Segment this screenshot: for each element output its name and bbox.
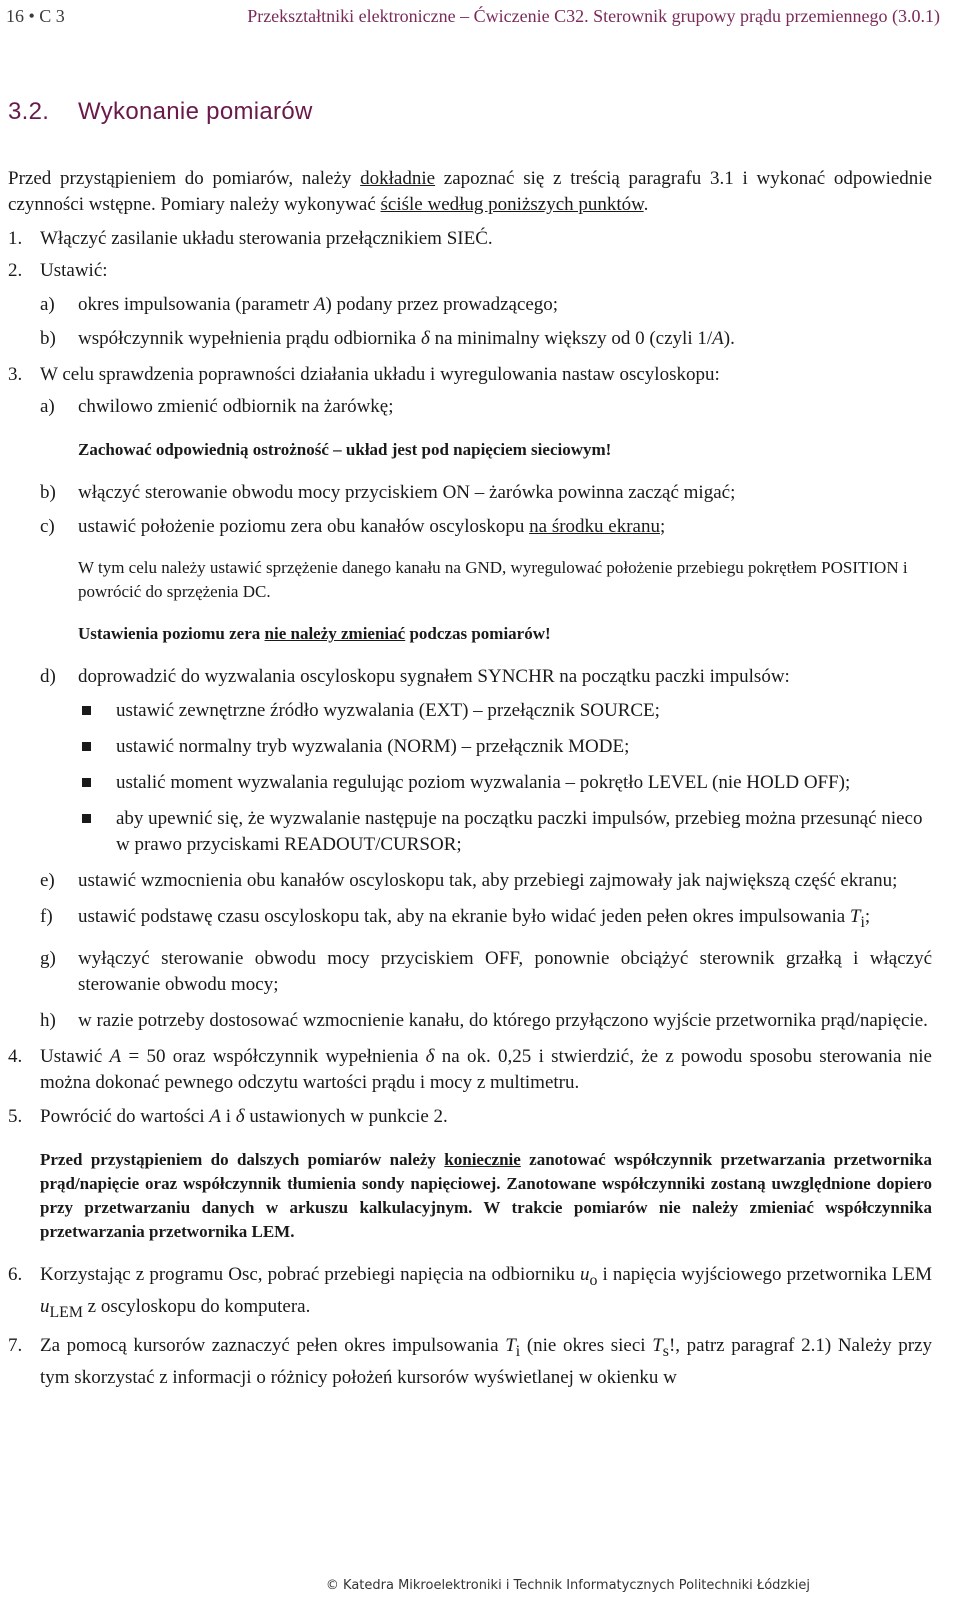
subscript: LEM — [49, 1303, 83, 1321]
step-text: Powrócić do wartości — [40, 1105, 210, 1127]
intro-text: . — [643, 194, 649, 215]
sub-emphasis: na środku ekranu — [529, 516, 660, 537]
variable: T — [505, 1335, 516, 1357]
zero-level-note: W tym celu należy ustawić sprzężenie danego kanału na GND, wyregulować położenie przebiegu pokrętłem POSITION i powrócić do sprzężenia DC. — [78, 558, 908, 601]
step-text: Włączyć zasilanie układu sterowania przełącznikiem SIEĆ. — [40, 228, 493, 249]
zero-level-warning — [8, 622, 932, 646]
bullet-text: ustawić normalny tryb wyzwalania (NORM) – przełącznik MODE; — [116, 736, 630, 757]
intro-emphasis: dokładnie — [360, 168, 436, 189]
variable: δ — [420, 328, 430, 349]
sub-text: w razie potrzeby dostosować wzmocnienie kanału, do którego przyłączono wyjście przetwornika prąd/napięcie. — [78, 1009, 928, 1031]
sub-letter: f) — [40, 906, 53, 927]
step-7 — [8, 1333, 932, 1391]
page-footer: © Katedra Mikroelektroniki i Technik Informatycznych Politechniki Łódzkiej — [325, 1578, 810, 1593]
step-number: 2. — [8, 260, 23, 281]
sub-text: ustawić wzmocnienia obu kanałów oscyloskopu tak, aby przebiegi zajmowały jak największą część ekranu; — [78, 870, 898, 891]
variable: A — [209, 1105, 221, 1127]
bullet-square-icon — [82, 778, 91, 787]
step-6 — [8, 1262, 932, 1326]
sub-letter: g) — [40, 947, 56, 969]
sub-letter: c) — [40, 516, 55, 537]
step-text: Korzystając z programu Osc, pobrać przebiegi napięcia na odbiorniku — [40, 1263, 581, 1285]
subscript: s — [662, 1343, 669, 1361]
step-number: 7. — [8, 1335, 23, 1357]
variable: T — [849, 906, 861, 927]
list-item — [8, 806, 932, 858]
section-title: Wykonanie pomiarów — [78, 98, 313, 125]
bullet-square-icon — [82, 706, 91, 715]
step-5 — [8, 1104, 932, 1130]
sub-text: na minimalny większy od 0 (czyli 1/ — [429, 328, 713, 349]
warning-emphasis: koniecznie — [444, 1149, 521, 1169]
step-2 — [8, 258, 932, 284]
sub-text: okres impulsowania (parametr — [78, 294, 314, 315]
step-text: = 50 oraz współczynnik wypełnienia — [121, 1045, 426, 1067]
step-text: (nie okres sieci — [520, 1335, 653, 1357]
intro-paragraph — [8, 166, 932, 218]
step-3d — [8, 664, 932, 690]
sub-text: chwilowo zmienić odbiornik na żarówkę; — [78, 396, 394, 417]
variable: δ — [425, 1045, 435, 1067]
step-2b — [8, 326, 932, 352]
step-text: z oscyloskopu do komputera. — [82, 1295, 311, 1317]
intro-emphasis: ściśle według poniższych punktów — [380, 194, 644, 215]
step-3a — [8, 394, 932, 420]
subscript: o — [589, 1271, 598, 1289]
variable: u — [40, 1295, 50, 1317]
list-item — [8, 698, 932, 724]
step-text: !, patrz paragraf 2.1) Należy przy tym skorzystać z informacji o różnicy położeń kursorów wyświetlanej w okienku w — [40, 1335, 932, 1389]
step-number: 5. — [8, 1105, 23, 1127]
step-text: Ustawić: — [40, 260, 108, 281]
list-item — [8, 734, 932, 760]
step-4 — [8, 1044, 932, 1096]
sub-text: ; — [864, 906, 871, 927]
sub-letter: a) — [40, 294, 55, 315]
sub-text: ustawić podstawę czasu oscyloskopu tak, aby na ekranie było widać jeden pełen okres impulsowania — [78, 906, 850, 927]
bullet-text: ustalić moment wyzwalania regulując poziom wyzwalania – pokrętło LEVEL (nie HOLD OFF); — [116, 772, 851, 793]
document-body — [8, 166, 932, 1391]
step-number: 6. — [8, 1263, 23, 1285]
step-3h — [8, 1008, 932, 1034]
sub-letter: a) — [40, 396, 55, 417]
intro-text: Przed przystąpieniem do pomiarów, należy — [8, 168, 361, 189]
section-heading — [8, 98, 313, 126]
step-text: na ok. 0,25 i stwierdzić, że z powodu sposobu sterowania nie można dokonać pewnego odczytu wartości prądu i mocy z multimetru. — [40, 1045, 932, 1093]
coefficient-warning — [8, 1148, 932, 1244]
step-1 — [8, 226, 932, 252]
step-text: i napięcia wyjściowego przetwornika LEM — [597, 1263, 932, 1285]
step-3f — [8, 904, 932, 936]
step-number: 1. — [8, 228, 23, 249]
step-3g — [8, 946, 932, 998]
step-text: ustawionych w punkcie 2. — [244, 1105, 448, 1127]
bullet-square-icon — [82, 814, 91, 823]
warning-text: podczas pomiarów! — [405, 624, 551, 643]
bullet-text: ustawić zewnętrzne źródło wyzwalania (EXT) – przełącznik SOURCE; — [116, 700, 660, 721]
list-item — [8, 770, 932, 796]
sub-text: współczynnik wypełnienia prądu odbiornika — [78, 328, 421, 349]
step-text: W celu sprawdzenia poprawności działania układu i wyregulowania nastaw oscyloskopu: — [40, 364, 720, 385]
step-2a — [8, 292, 932, 318]
variable: A — [313, 294, 326, 315]
sub-text: wyłączyć sterowanie obwodu mocy przyciskiem OFF, ponownie obciążyć sterownik grzałką i włączyć sterowanie obwodu mocy; — [78, 947, 932, 995]
step-text: i — [221, 1105, 236, 1127]
sub-text: ustawić położenie poziomu zera obu kanałów oscyloskopu — [78, 516, 530, 537]
page-number: 16 • C 3 — [6, 6, 65, 26]
intro-text: zapoznać się z treścią paragrafu 3.1 i wykonać odpowiednie czynności wstępne. Pomiary należy wykonywać — [8, 168, 933, 215]
sub-text: ). — [723, 328, 735, 349]
subscript: i — [515, 1343, 521, 1361]
sub-text: ) podany przez prowadzącego; — [325, 294, 559, 315]
step-3b — [8, 480, 932, 506]
step-3c — [8, 514, 932, 540]
sub-letter: b) — [40, 328, 56, 349]
warning-text: zanotować współczynnik przetwarzania przetwornika prąd/napięcie oraz współczynnik tłumienia sondy napięciowej. Zanotowane współczynniki zostaną uwzględnione dopiero przy przetwarzaniu danych w arkuszu kalkulacyjnym. W trakcie pomiarów nie należy zmieniać współczynnika przetwarzania przetwornika LEM. — [40, 1149, 932, 1241]
sub-text: ; — [660, 516, 666, 537]
running-title: Przekształtniki elektroniczne – Ćwiczenie C32. Sterownik grupowy prądu przemiennego (3.0.1) — [247, 6, 940, 26]
bullet-text: aby upewnić się, że wyzwalanie następuje na początku paczki impulsów, przebieg można przesunąć nieco w prawo przyciskami READOUT/CURSOR; — [116, 808, 923, 855]
step-text: Ustawić — [40, 1045, 110, 1067]
sub-letter: e) — [40, 870, 55, 891]
sub-letter: d) — [40, 666, 56, 687]
step-number: 4. — [8, 1045, 23, 1067]
variable: u — [580, 1263, 590, 1285]
step-3 — [8, 362, 932, 388]
warning-text: Przed przystąpieniem do dalszych pomiarów należy — [40, 1149, 445, 1169]
sub-letter: h) — [40, 1009, 56, 1031]
step-3e — [8, 868, 932, 894]
step-text: Za pomocą kursorów zaznaczyć pełen okres impulsowania — [40, 1335, 506, 1357]
step-number: 3. — [8, 364, 23, 385]
warning-text: Ustawienia poziomu zera — [78, 624, 265, 643]
sub-text: doprowadzić do wyzwalania oscyloskopu sygnałem SYNCHR na początku paczki impulsów: — [78, 666, 790, 687]
warning-emphasis: nie należy zmieniać — [264, 624, 406, 643]
variable: δ — [235, 1105, 245, 1127]
safety-warning: Zachować odpowiednią ostrożność – układ jest pod napięciem sieciowym! — [78, 440, 612, 459]
variable: A — [712, 328, 724, 349]
variable: A — [109, 1045, 122, 1067]
subscript: i — [860, 913, 865, 931]
variable: T — [652, 1335, 663, 1357]
bullet-square-icon — [82, 742, 91, 751]
sub-text: włączyć sterowanie obwodu mocy przyciskiem ON – żarówka powinna zacząć migać; — [78, 482, 736, 503]
section-number: 3.2. — [8, 98, 50, 125]
page-header — [6, 6, 940, 36]
sub-letter: b) — [40, 482, 56, 503]
